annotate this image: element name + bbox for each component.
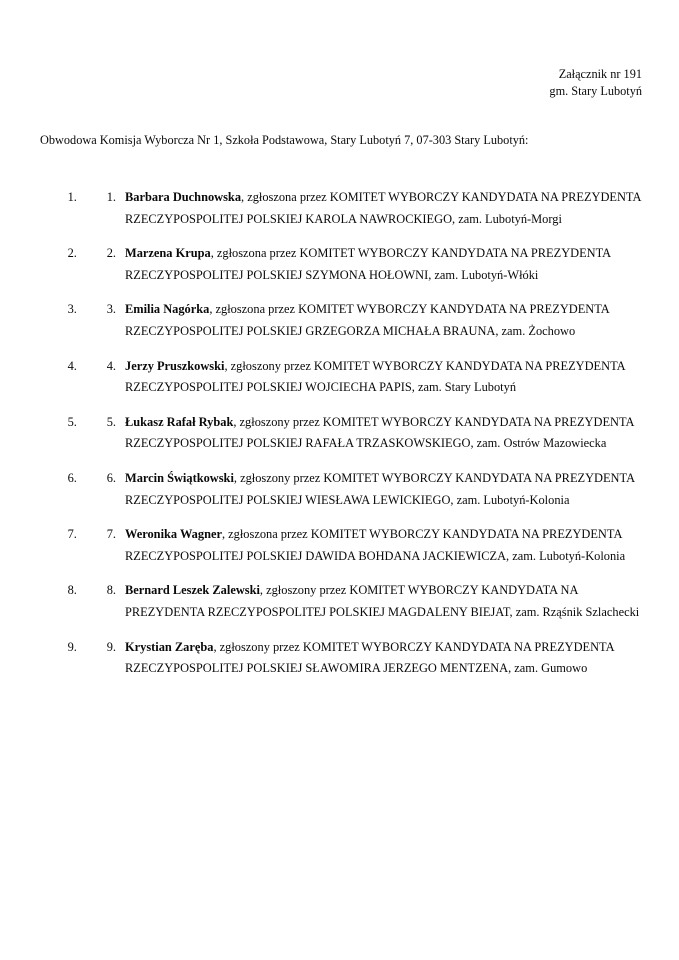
candidate-number: 6. 6.	[106, 470, 116, 485]
candidate-text	[125, 243, 643, 286]
candidate-number: 8. 8.	[106, 583, 116, 598]
candidate-nomination-details: , zgłoszony przez KOMITET WYBORCZY KANDYDATA NA PREZYDENTA RZECZYPOSPOLITEJ POLSKIEJ SŁAWOMIRA JERZEGO MENTZENA, zam. Gumowo	[125, 639, 614, 676]
candidate-entry	[80, 412, 643, 455]
candidate-number: 2. 2.	[106, 246, 116, 261]
candidate-name: Weronika Wagner	[125, 527, 222, 542]
candidate-name: Łukasz Rafał Rybak	[125, 414, 234, 429]
candidate-entry	[80, 243, 643, 286]
candidate-text	[125, 412, 643, 455]
document-header	[549, 66, 642, 100]
candidate-number: 7. 7.	[106, 527, 116, 542]
candidate-nomination-details: , zgłoszony przez KOMITET WYBORCZY KANDYDATA NA PREZYDENTA RZECZYPOSPOLITEJ POLSKIEJ MAGDALENY BIEJAT, zam. Rząśnik Szlachecki	[125, 583, 640, 619]
candidate-nomination-details: , zgłoszona przez KOMITET WYBORCZY KANDYDATA NA PREZYDENTA RZECZYPOSPOLITEJ POLSKIEJ DAWIDA BOHDANA JACKIEWICZA, zam. Lubotyń-Kolonia	[125, 527, 626, 563]
candidate-entry	[80, 637, 643, 680]
candidate-name: Emilia Nagórka	[125, 302, 210, 317]
candidate-entry	[80, 524, 643, 567]
candidate-nomination-details: , zgłoszony przez KOMITET WYBORCZY KANDYDATA NA PREZYDENTA RZECZYPOSPOLITEJ POLSKIEJ RAFAŁA TRZASKOWSKIEGO, zam. Ostrów Mazowiecka	[125, 414, 634, 451]
candidate-nomination-details: , zgłoszona przez KOMITET WYBORCZY KANDYDATA NA PREZYDENTA RZECZYPOSPOLITEJ POLSKIEJ KAROLA NAWROCKIEGO, zam. Lubotyń-Morgi	[125, 190, 641, 226]
candidate-text	[125, 468, 643, 511]
candidate-text	[125, 524, 643, 567]
candidate-name: Marzena Krupa	[125, 246, 211, 261]
candidate-number: 1. 1.	[106, 190, 116, 204]
candidate-nomination-details: , zgłoszony przez KOMITET WYBORCZY KANDYDATA NA PREZYDENTA RZECZYPOSPOLITEJ POLSKIEJ WOJCIECHA PAPIS, zam. Stary Lubotyń	[125, 358, 625, 395]
attachment-number: Załącznik nr 191	[558, 67, 642, 81]
candidate-name: Bernard Leszek Zalewski	[125, 583, 260, 598]
candidate-entry	[80, 299, 643, 342]
candidate-nomination-details: , zgłoszona przez KOMITET WYBORCZY KANDYDATA NA PREZYDENTA RZECZYPOSPOLITEJ POLSKIEJ SZYMONA HOŁOWNI, zam. Lubotyń-Włóki	[125, 246, 611, 282]
candidate-name: Barbara Duchnowska	[125, 190, 242, 204]
candidate-nomination-details: , zgłoszony przez KOMITET WYBORCZY KANDYDATA NA PREZYDENTA RZECZYPOSPOLITEJ POLSKIEJ WIESŁAWA LEWICKIEGO, zam. Lubotyń-Kolonia	[125, 470, 635, 507]
candidate-entry	[80, 187, 643, 230]
candidate-text	[125, 580, 643, 623]
candidate-text	[125, 637, 643, 680]
commission-heading: Obwodowa Komisja Wyborcza Nr 1, Szkoła Podstawowa, Stary Lubotyń 7, 07-303 Stary Lubotyń:	[40, 133, 529, 148]
candidate-text	[125, 356, 643, 399]
candidate-number: 3. 3.	[106, 302, 116, 317]
candidate-number: 5. 5.	[106, 414, 116, 429]
candidate-name: Krystian Zaręba	[125, 639, 214, 654]
candidate-number: 4. 4.	[106, 358, 116, 373]
candidate-text	[125, 299, 643, 342]
candidate-name: Jerzy Pruszkowski	[125, 358, 225, 373]
candidate-entry	[80, 580, 643, 623]
candidate-entry	[80, 356, 643, 399]
candidate-nomination-details: , zgłoszona przez KOMITET WYBORCZY KANDYDATA NA PREZYDENTA RZECZYPOSPOLITEJ POLSKIEJ GRZEGORZA MICHAŁA BRAUNA, zam. Żochowo	[125, 302, 610, 338]
candidate-name: Marcin Świątkowski	[125, 470, 234, 485]
candidate-entry	[80, 468, 643, 511]
candidate-list	[40, 187, 643, 680]
candidate-number: 9. 9.	[106, 639, 116, 654]
municipality-name: gm. Stary Lubotyń	[549, 84, 642, 98]
candidate-text	[125, 187, 643, 230]
